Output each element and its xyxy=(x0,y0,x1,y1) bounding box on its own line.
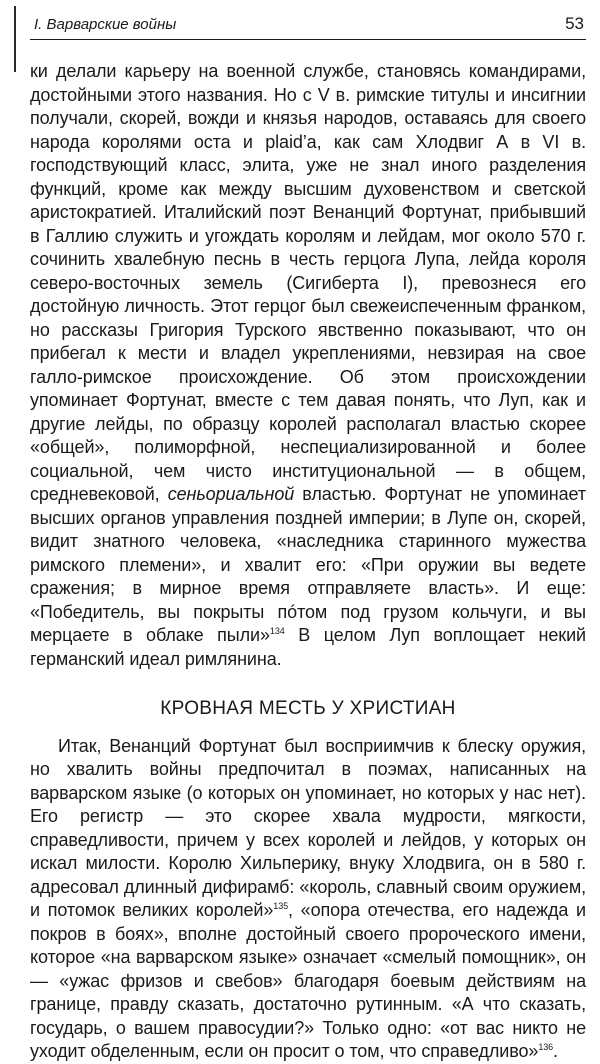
page-number: 53 xyxy=(565,14,584,33)
paragraph-1-text-a: ки делали карьеру на военной службе, становясь командирами, достойными этого названия. Но с V в. римские титулы и инсигнии получали, скорей, вожди и князья народов, оставаясь для своего народа королями оста и plaid’a, как сам Хлодвиг А в VI в. господствующий класс, элита, уже не знал иного разделения функций, кроме как между высшим духовенством и светской аристократией. Италийский поэт Венанций Фортунат, прибывший в Галлию служить и угождать королям и лейдам, мог около 570 г. сочинить хвалебную песнь в честь герцога Лупа, лейда короля северо-восточных земель (Сигиберта I), превознеся его достойную личность. Этот герцог был свежеиспеченным франком, но рассказы Григория Турского явственно показывают, что он прибегал к мести и владел укреплениями, невзирая на свое галло-римское происхождение. Об этом происхождении упоминает Фортунат, вместе с тем давая понять, что Луп, как и другие лейды, по образцу королей располагал властью скорее «общей», полиморфной, неспециализированной и более социальной, чем чисто институциональной — в общем, средневековой, xyxy=(30,61,586,504)
page-edge-mark xyxy=(14,6,16,72)
paragraph-2-text-c: . xyxy=(553,1041,558,1061)
body-paragraph-1 xyxy=(30,60,586,671)
page-body xyxy=(30,60,586,1064)
header-rule xyxy=(30,39,586,40)
footnote-ref-135[interactable]: 135 xyxy=(273,901,289,911)
section-heading: КРОВНАЯ МЕСТЬ У ХРИСТИАН xyxy=(160,698,456,719)
paragraph-1-text-b: властью. Фортунат не упоминает высших органов управления поздней империи; в Лупе он, скорей, видит знатного человека, «наследника старинного мужества римского племени», и хвалит его: «При оружии вы ведете сражения; в мирное время отправляете власть». И еще: «Победитель, вы покрыты пóтом под грузом кольчуги, и вы мерцаете в облаке пыли» xyxy=(30,484,587,645)
body-paragraph-2 xyxy=(30,735,586,1064)
footnote-ref-134[interactable]: 134 xyxy=(269,626,285,636)
running-head: I. Варварские войны xyxy=(34,16,177,33)
paragraph-2-text-a: Итак, Венанций Фортунат был восприимчив к блеску оружия, но хвалить войны предпочитал в поэмах, написанных на варварском языке (о которых он упоминает, но которых у нас нет). Его регистр — это скорее хвала мудрости, мягкости, справедливости, причем у всех королей и лейдов, у которых он искал милости. Королю Хильперику, внуку Хлодвига, он в 580 г. адресовал длинный дифирамб: «король, славный своим оружием, и потомок великих королей» xyxy=(30,735,586,920)
italic-term: сеньориальной xyxy=(167,484,295,504)
footnote-ref-136[interactable]: 136 xyxy=(538,1042,554,1052)
paragraph-2-text-b: , «опора отечества, его надежда и покров в боях», вполне достойный своего пророческого имени, которое «на варварском языке» означает «смелый помощник», он — «ужас фризов и свебов» благодаря боевым действиям на границе, правду сказать, достаточно рутинным. «А что сказать, государь, о вашем правосудии?» Только одно: «от вас никто не уходит обделенным, если он просит о том, что справедливо» xyxy=(30,900,586,1061)
page-header xyxy=(30,16,586,42)
paragraph-1-text-c: В целом Луп воплощает некий германский идеал римлянина. xyxy=(30,625,586,669)
